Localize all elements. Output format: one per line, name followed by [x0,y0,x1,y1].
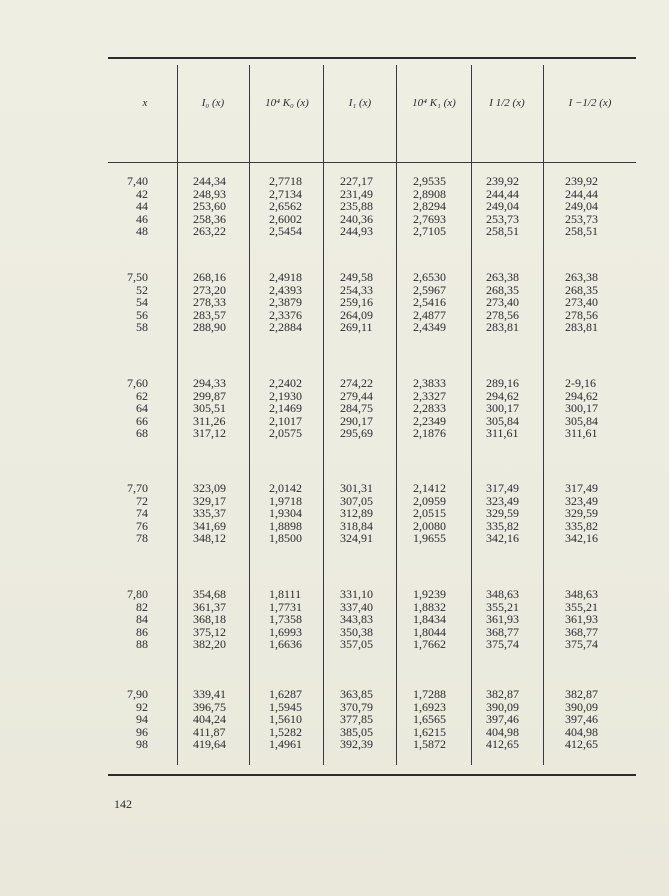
table-cell: 62 [136,388,148,403]
header-i-half: I 1/2 (x) [489,97,525,109]
table-cell: 343,83 [340,612,373,627]
table-cell: 377,85 [340,712,373,727]
table-cell: 1,6287 [269,687,302,701]
table-cell: 263,38 [486,270,519,284]
table-cell: 88 [136,637,148,652]
table-cell: 2,2833 [413,401,446,416]
column-i0 [193,482,226,545]
table-cell: 258,36 [193,211,226,226]
table-bottom-rule [108,774,636,776]
table-cell: 335,82 [565,518,598,533]
column-i-minus-half [565,175,598,238]
column-k1 [413,377,446,440]
table-cell: 323,49 [486,493,519,508]
table-cell: 92 [136,699,148,714]
table-cell: 357,05 [340,637,373,652]
table-cell: 278,33 [193,295,226,310]
table-cell: 290,17 [340,413,373,428]
column-i-half [486,377,519,440]
header-i1: I₁ (x) [348,97,372,109]
table-cell: 294,33 [193,376,226,390]
table-cell: 46 [136,211,148,226]
table-cell: 361,37 [193,599,226,614]
table-cell: 64 [136,401,148,416]
table-cell: 335,37 [193,506,226,521]
table-cell: 1,5872 [413,737,446,752]
column-i-minus-half [565,377,598,440]
table-cell: 331,10 [340,587,373,601]
table-cell: 279,44 [340,388,373,403]
table-cell: 1,6215 [413,724,446,739]
column-i0 [193,588,226,651]
page-number: 142 [114,797,132,811]
table-cell: 2,0080 [413,518,446,533]
table-cell: 2,7718 [269,174,302,188]
table-cell: 2,3327 [413,388,446,403]
table-cell: 76 [136,518,148,533]
table-cell: 2,7134 [269,186,302,201]
table-cell: 370,79 [340,699,373,714]
column-x [108,175,148,238]
table-cell: 2,5454 [269,224,302,239]
table-cell: 305,51 [193,401,226,416]
column-k1 [413,588,446,651]
table-cell: 2,1017 [269,413,302,428]
column-i-half [486,588,519,651]
table-cell: 361,93 [486,612,519,627]
table-cell: 2,7693 [413,211,446,226]
header-x: x [142,97,148,109]
table-cell: 264,09 [340,307,373,322]
table-cell: 78 [136,531,148,546]
table-cell: 273,20 [193,282,226,297]
table-cell: 348,12 [193,531,226,546]
column-i0 [193,377,226,440]
column-i1 [340,271,373,334]
table-header-rule [108,162,636,163]
table-cell: 86 [136,624,148,639]
table-cell: 249,04 [486,199,519,214]
table-cell: 294,62 [486,388,519,403]
table-cell: 74 [136,506,148,521]
table-cell: 368,77 [486,624,519,639]
table-cell: 350,38 [340,624,373,639]
table-cell: 244,93 [340,224,373,239]
table-cell: 2,0575 [269,426,302,441]
table-cell: 263,22 [193,224,226,239]
table-cell: 66 [136,413,148,428]
column-k0 [269,482,302,545]
table-cell: 253,73 [565,211,598,226]
table-cell: 1,8898 [269,518,302,533]
table-cell: 1,9239 [413,587,446,601]
table-cell: 2,4877 [413,307,446,322]
table-cell: 311,26 [193,413,226,428]
table-cell: 342,16 [486,531,519,546]
column-i-minus-half [565,482,598,545]
table-cell: 2,4349 [413,320,446,335]
table-cell: 397,46 [486,712,519,727]
table-cell: 1,5610 [269,712,302,727]
column-divider [177,65,178,765]
column-x [108,588,148,651]
table-cell: 2,5416 [413,295,446,310]
table-cell: 337,40 [340,599,373,614]
table-cell: 2,7105 [413,224,446,239]
column-i-half [486,271,519,334]
table-cell: 323,49 [565,493,598,508]
column-i-minus-half [565,588,598,651]
table-cell: 1,8044 [413,624,446,639]
table-cell: 2,1876 [413,426,446,441]
table-cell: 44 [136,199,148,214]
table-cell: 268,35 [486,282,519,297]
table-cell: 273,40 [565,295,598,310]
table-cell: 1,8434 [413,612,446,627]
column-i-half [486,482,519,545]
header-k0: 10⁴ K₀ (x) [265,97,309,109]
table-cell: 263,38 [565,270,598,284]
table-cell: 98 [136,737,148,752]
header-k1: 10⁴ K₁ (x) [412,97,456,109]
table-cell: 7,50 [127,270,148,284]
column-x [108,482,148,545]
table-cell: 269,11 [340,320,373,335]
table-cell: 2,8294 [413,199,446,214]
table-cell: 348,63 [565,587,598,601]
column-i1 [340,482,373,545]
table-cell: 258,51 [565,224,598,239]
table-cell: 259,16 [340,295,373,310]
table-cell: 339,41 [193,687,226,701]
table-cell: 253,60 [193,199,226,214]
table-cell: 294,62 [565,388,598,403]
table-cell: 54 [136,295,148,310]
table-cell: 1,6636 [269,637,302,652]
column-k0 [269,377,302,440]
table-top-rule [108,57,636,59]
column-divider [323,65,324,765]
table-cell: 239,92 [565,174,598,188]
table-cell: 324,91 [340,531,373,546]
table-cell: 7,60 [127,376,148,390]
table-cell: 82 [136,599,148,614]
table-cell: 355,21 [565,599,598,614]
table-cell: 1,7731 [269,599,302,614]
column-k1 [413,688,446,751]
table-cell: 411,87 [193,724,226,739]
header-i-minus-half: I −1/2 (x) [568,97,612,109]
column-i1 [340,688,373,751]
table-cell: 2,2402 [269,376,302,390]
table-cell: 2,5967 [413,282,446,297]
column-divider [543,65,544,765]
column-k0 [269,588,302,651]
table-cell: 1,8111 [269,587,302,601]
table-cell: 311,61 [486,426,519,441]
table-cell: 323,09 [193,481,226,495]
table-cell: 375,74 [486,637,519,652]
table-cell: 361,93 [565,612,598,627]
table-cell: 42 [136,186,148,201]
table-cell: 1,7358 [269,612,302,627]
table-cell: 1,7288 [413,687,446,701]
table-cell: 2,3376 [269,307,302,322]
table-cell: 317,49 [486,481,519,495]
table-cell: 1,6923 [413,699,446,714]
table-cell: 329,17 [193,493,226,508]
table-cell: 2,2884 [269,320,302,335]
column-i-minus-half [565,688,598,751]
table-cell: 2,4393 [269,282,302,297]
table-cell: 273,40 [486,295,519,310]
table-cell: 301,31 [340,481,373,495]
table-cell: 299,87 [193,388,226,403]
table-cell: 56 [136,307,148,322]
table-cell: 1,8500 [269,531,302,546]
table-cell: 7,80 [127,587,148,601]
table-cell: 2,6562 [269,199,302,214]
column-x [108,377,148,440]
table-cell: 2,2349 [413,413,446,428]
table-cell: 248,93 [193,186,226,201]
table-cell: 368,77 [565,624,598,639]
table-cell: 244,44 [486,186,519,201]
table-cell: 390,09 [565,699,598,714]
table-cell: 419,64 [193,737,226,752]
table-cell: 396,75 [193,699,226,714]
table-cell: 253,73 [486,211,519,226]
table-cell: 312,89 [340,506,373,521]
table-cell: 7,70 [127,481,148,495]
table-cell: 392,39 [340,737,373,752]
table-cell: 335,82 [486,518,519,533]
column-i-minus-half [565,271,598,334]
table-cell: 227,17 [340,174,373,188]
table-cell: 307,05 [340,493,373,508]
table-cell: 404,24 [193,712,226,727]
table-cell: 283,57 [193,307,226,322]
table-cell: 390,09 [486,699,519,714]
table-cell: 382,87 [565,687,598,701]
table-cell: 2,8908 [413,186,446,201]
column-k1 [413,482,446,545]
table-cell: 84 [136,612,148,627]
table-cell: 289,16 [486,376,519,390]
column-divider [396,65,397,765]
table-cell: 244,34 [193,174,226,188]
table-cell: 240,36 [340,211,373,226]
table-cell: 1,9655 [413,531,446,546]
column-i1 [340,588,373,651]
table-cell: 244,44 [565,186,598,201]
column-i1 [340,377,373,440]
table-cell: 1,6565 [413,712,446,727]
table-cell: 329,59 [486,506,519,521]
table-cell: 48 [136,224,148,239]
table-cell: 7,90 [127,687,148,701]
column-k1 [413,271,446,334]
table-cell: 305,84 [565,413,598,428]
table-cell: 283,81 [565,320,598,335]
table-cell: 1,5945 [269,699,302,714]
table-cell: 1,6993 [269,624,302,639]
table-cell: 1,5282 [269,724,302,739]
table-cell: 342,16 [565,531,598,546]
table-cell: 258,51 [486,224,519,239]
column-k0 [269,175,302,238]
table-cell: 2,0959 [413,493,446,508]
table-cell: 2-9,16 [565,376,596,390]
table-cell: 235,88 [340,199,373,214]
table-cell: 1,9718 [269,493,302,508]
table-cell: 268,35 [565,282,598,297]
table-cell: 52 [136,282,148,297]
table-cell: 363,85 [340,687,373,701]
table-cell: 404,98 [486,724,519,739]
column-x [108,271,148,334]
table-cell: 300,17 [486,401,519,416]
table-cell: 404,98 [565,724,598,739]
table-cell: 300,17 [565,401,598,416]
column-i-half [486,175,519,238]
table-cell: 94 [136,712,148,727]
table-cell: 96 [136,724,148,739]
table-cell: 7,40 [127,174,148,188]
column-i0 [193,175,226,238]
column-i-half [486,688,519,751]
table-cell: 2,4918 [269,270,302,284]
table-cell: 2,6530 [413,270,446,284]
table-cell: 1,8832 [413,599,446,614]
column-divider [471,65,472,765]
table-cell: 288,90 [193,320,226,335]
column-divider [249,65,250,765]
table-cell: 1,9304 [269,506,302,521]
bessel-function-table [108,57,636,776]
table-cell: 2,0515 [413,506,446,521]
table-cell: 295,69 [340,426,373,441]
table-cell: 278,56 [565,307,598,322]
table-cell: 375,12 [193,624,226,639]
table-cell: 231,49 [340,186,373,201]
table-cell: 72 [136,493,148,508]
table-cell: 318,84 [340,518,373,533]
table-cell: 254,33 [340,282,373,297]
table-cell: 278,56 [486,307,519,322]
column-k0 [269,271,302,334]
table-cell: 1,4961 [269,737,302,752]
table-cell: 412,65 [486,737,519,752]
table-cell: 58 [136,320,148,335]
table-cell: 2,3879 [269,295,302,310]
table-cell: 2,6002 [269,211,302,226]
table-cell: 385,05 [340,724,373,739]
table-cell: 2,9535 [413,174,446,188]
column-i1 [340,175,373,238]
table-cell: 341,69 [193,518,226,533]
table-cell: 397,46 [565,712,598,727]
table-cell: 249,04 [565,199,598,214]
column-i0 [193,688,226,751]
table-cell: 2,1469 [269,401,302,416]
table-cell: 355,21 [486,599,519,614]
table-cell: 249,58 [340,270,373,284]
table-cell: 284,75 [340,401,373,416]
table-cell: 1,7662 [413,637,446,652]
table-cell: 239,92 [486,174,519,188]
column-k0 [269,688,302,751]
header-i0: I₀ (x) [201,97,225,109]
table-cell: 382,20 [193,637,226,652]
column-i0 [193,271,226,334]
table-cell: 305,84 [486,413,519,428]
table-cell: 368,18 [193,612,226,627]
table-cell: 354,68 [193,587,226,601]
table-cell: 311,61 [565,426,598,441]
table-cell: 283,81 [486,320,519,335]
table-cell: 2,3833 [413,376,446,390]
table-cell: 329,59 [565,506,598,521]
table-cell: 317,49 [565,481,598,495]
table-cell: 412,65 [565,737,598,752]
column-k1 [413,175,446,238]
column-x [108,688,148,751]
table-cell: 382,87 [486,687,519,701]
table-cell: 348,63 [486,587,519,601]
table-cell: 68 [136,426,148,441]
table-cell: 274,22 [340,376,373,390]
table-cell: 2,1412 [413,481,446,495]
table-cell: 268,16 [193,270,226,284]
table-cell: 2,0142 [269,481,302,495]
table-cell: 317,12 [193,426,226,441]
table-cell: 2,1930 [269,388,302,403]
table-cell: 375,74 [565,637,598,652]
